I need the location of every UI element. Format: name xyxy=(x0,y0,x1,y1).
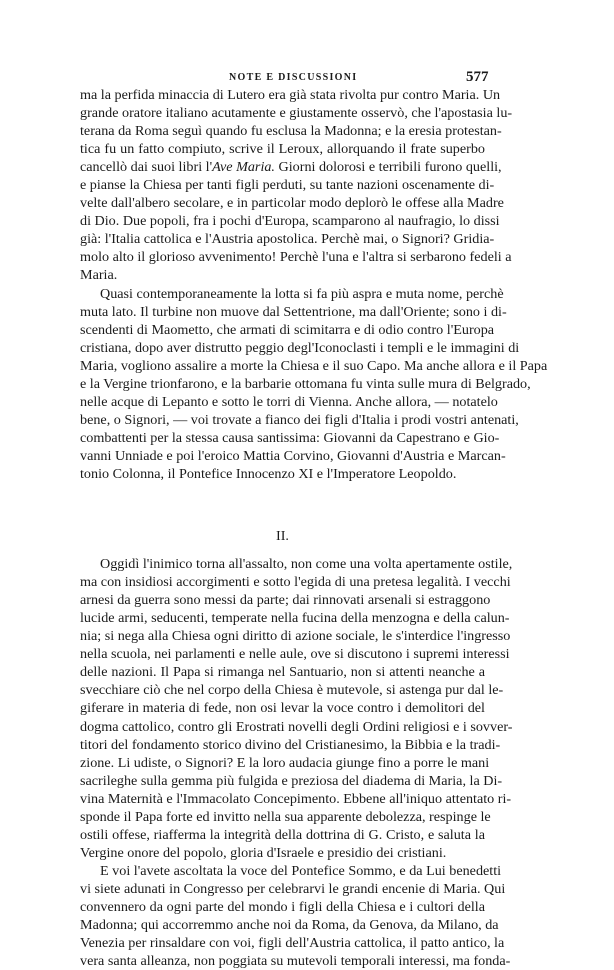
text-line: lucide armi, seducenti, temperate nella fucina della menzogna e della calun- xyxy=(80,610,510,627)
text-line: tica fu un fatto compiuto, scrive il Leroux, allorquando il frate superbo xyxy=(80,141,485,158)
text-line: vanni Unniade e poi l'eroico Mattia Corvino, Giovanni d'Austria e Marcan- xyxy=(80,447,506,464)
text-line: Quasi contemporaneamente la lotta si fa più aspra e muta nome, perchè xyxy=(100,285,504,302)
text-line: velte dall'albero secolare, e in particolar modo deplorò le offese alla Madre xyxy=(80,195,504,212)
text-line: ma la perfida minaccia di Lutero era già stata rivolta pur contro Maria. Un xyxy=(80,87,501,103)
text-line: Oggidì l'inimico torna all'assalto, non come una volta apertamente ostile, xyxy=(100,556,513,573)
text-line: cancellò dai suoi libri l'Ave Maria. Giorni dolorosi e terribili furono quelli, xyxy=(80,159,502,176)
running-head: NOTE E DISCUSSIONI xyxy=(229,72,358,83)
body-text xyxy=(80,86,548,970)
page-header xyxy=(0,71,614,87)
text-line: e la Vergine trionfarono, e la barbarie ottomana fu vinta sulle mura di Belgrado, xyxy=(80,375,531,392)
text-line: nella scuola, nei parlamenti e nelle aule, ove si discutono i supremi interessi xyxy=(80,646,510,663)
text-line: cristiana, dopo aver distrutto peggio degl'Iconoclasti i templi e le immagini di xyxy=(80,339,520,356)
text-line: titori del fondamento storico divino del Cristianesimo, la Bibbia e la tradi- xyxy=(80,736,501,753)
text-line: Venezia per rinsaldare con voi, figli dell'Austria cattolica, il patto antico, la xyxy=(80,935,505,952)
text-line: vi siete adunati in Congresso per celebrarvi le grandi encenie di Maria. Qui xyxy=(80,880,506,897)
text-line: vina Maternità e l'Immacolato Concepimento. Ebbene all'iniquo attentato ri- xyxy=(80,790,512,807)
text-line: di Dio. Due popoli, fra i pochi d'Europa, scamparono al naufragio, lo dissi xyxy=(80,213,500,230)
paragraph-2 xyxy=(80,285,548,484)
text-line: zione. Li udiste, o Signori? E la loro audacia giunge fino a porre le mani xyxy=(80,754,490,771)
text-line: ma con insidiosi accorgimenti e sotto l'egida di una pretesa legalità. I vecchi xyxy=(80,574,511,591)
paragraph-3 xyxy=(80,555,513,862)
text-line: combattenti per la stessa causa santissima: Giovanni da Capestrano e Gio- xyxy=(80,429,500,446)
text-line: e pianse la Chiesa per tanti figli perduti, su tante nazioni oscenamente di- xyxy=(80,177,495,194)
text-line: ostili offese, riafferma la integrità della dottrina di G. Cristo, e saluta la xyxy=(80,826,485,843)
text-line: Madonna; qui accorremmo anche noi da Roma, da Genova, da Milano, da xyxy=(80,917,499,934)
text-line: Vergine onore del popolo, gloria d'Israele e presidio dei cristiani. xyxy=(80,844,447,861)
page-number: 577 xyxy=(466,69,489,85)
paragraph-1 xyxy=(80,86,513,285)
text-line: tonio Colonna, il Pontefice Innocenzo XI e l'Imperatore Leopoldo. xyxy=(80,465,457,482)
text-line: scendenti di Maometto, che armati di scimitarra e di odio contro l'Europa xyxy=(80,321,495,338)
text-line: Maria. xyxy=(80,267,118,284)
text-line: sacrileghe sulla gemma più fulgida e preziosa del diadema di Maria, la Di- xyxy=(80,772,503,789)
text-line: E voi l'avete ascoltata la voce del Pontefice Sommo, e da Lui benedetti xyxy=(100,862,502,879)
text-line: giferare in materia di fede, non osi levar la voce contro i demolitori del xyxy=(80,700,485,717)
text-line: vera santa alleanza, non poggiata su mutevoli temporali interessi, ma fonda- xyxy=(80,953,511,970)
text-line: nelle acque di Lepanto e sotto le torri di Vienna. Anche allora, — notatelo xyxy=(80,393,498,410)
text-line: dogma cattolico, contro gli Erostrati novelli degli Ordini religiosi e i sovver- xyxy=(80,718,513,735)
text-line: svecchiare ciò che nel corpo della Chiesa è mutevole, si astenga pur dal le- xyxy=(80,682,504,699)
text-line: sponde il Papa forte ed invitto nella sua apparente debolezza, respinge le xyxy=(80,808,491,825)
section-gap xyxy=(80,483,485,527)
text-line: muta lato. Il turbine non muove dal Settentrione, ma dall'Oriente; sono i di- xyxy=(80,303,507,320)
text-line: bene, o Signori, — voi trovate a fianco dei figli d'Italia i prodi vostri antenati, xyxy=(80,411,519,428)
text-line: nia; si nega alla Chiesa ogni diritto di azione sociale, le s'interdice l'ingresso xyxy=(80,628,511,645)
text-line: terana da Roma seguì quando fu esclusa la Madonna; e la eresia protestan- xyxy=(80,123,502,140)
text-line: molo alto il glorioso avvenimento! Perchè l'una e l'altra si serbarono fedeli a xyxy=(80,249,512,266)
text-line: grande oratore italiano acutamente e giustamente osservò, che l'apostasia lu- xyxy=(80,105,513,122)
text-line: Maria, vogliono assalire a morte la Chiesa e il suo Capo. Ma anche allora e il Papa xyxy=(80,357,548,374)
section-heading: II. xyxy=(276,528,289,545)
text-line: delle nazioni. Il Papa si rimanga nel Santuario, non si attenti neanche a xyxy=(80,664,485,681)
text-line: già: l'Italia cattolica e l'Austria apostolica. Perchè mai, o Signori? Gridia- xyxy=(80,231,495,248)
paragraph-4 xyxy=(80,862,511,970)
text-line: convennero da ogni parte del mondo i figli della Chiesa e i cultori della xyxy=(80,898,485,915)
text-line: arnesi da guerra sono messi da parte; dai rinnovati arsenali si estraggono xyxy=(80,592,491,609)
italic-title: Ave Maria. xyxy=(212,159,275,176)
section-gap-after xyxy=(80,545,485,555)
